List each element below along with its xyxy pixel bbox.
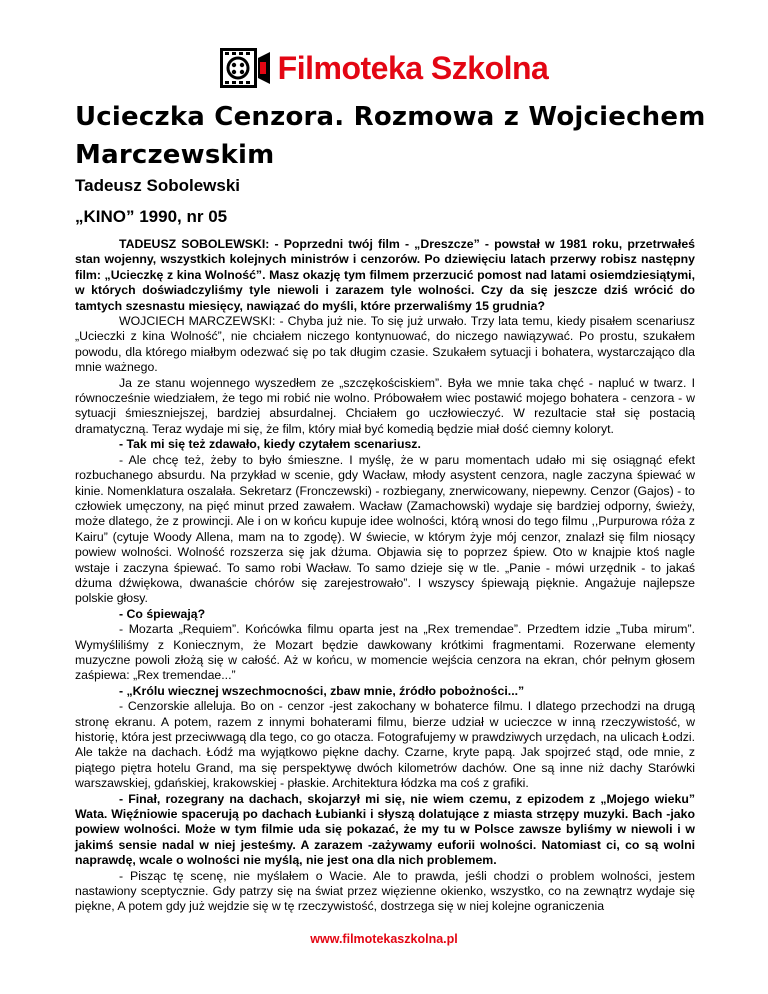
film-camera-icon — [220, 48, 274, 88]
paragraph: - „Królu wiecznej wszechmocności, zbaw mnie, źródło pobożności...” — [119, 683, 525, 698]
paragraph: TADEUSZ SOBOLEWSKI: - Poprzedni twój film - „Dreszcze” - powstał w 1981 roku, przetrwałeś stan wojenny, wszystkich kolejnych ministrów i cenzorów. Po dziewięciu latach przerwy robisz następny film: „Ucieczkę z kina Wolność”. Masz okazję tym filmem przerzucić pomost nad latami osiemdziesiątymi, w których doświadczyliśmy tyle niewoli i zarazem tyle wolności. Czy da się jeszcze dziś wrócić do tamtych szesnastu miesięcy, nawiązać do myśli, które przerwaliśmy 15 grudnia? — [75, 237, 695, 313]
paragraph: - Mozarta „Requiem”. Końcówka filmu oparta jest na „Rex tremendae”. Przedtem idzie „Tuba mirum”. Wymyśliliśmy z Koniecznym, że Mozart będzie dawkowany krótkimi fragmentami. Rozerwane elementy muzyczne powoli złożą się w całość. Aż w końcu, w momencie wejścia cenzora na ekran, chór pełnym głosem zaśpiewa: „Rex tremendae...” — [75, 622, 695, 683]
paragraph: - Finał, rozegrany na dachach, skojarzył mi się, nie wiem czemu, z epizodem z „Mojego wieku” Wata. Więźniowie spacerują po dachach Łubianki i słyszą dolatujące z miasta strzępy muzyki. Bach -jako powiew wolności. Może w tym filmie uda się pokazać, że my tu w Polsce zawsze byliśmy w niewoli i w jakimś sensie nadal w niej jesteśmy. A zarazem -zażywamy euforii wolności. Natomiast ci, co są wolni naprawdę, wcale o wolności nie myślą, nie jest ona dla nich problemem. — [75, 791, 695, 868]
paragraph: - Cenzorskie alleluja. Bo on - cenzor -jest zakochany w bohaterce filmu. I dlatego przechodzi na drugą stronę ekranu. A potem, razem z innymi bohaterami filmu, bierze udział w ucieczce w inną rzeczywistość, w historię, która jest przeciwwagą dla tego, co go otacza. Fotografujemy w prawdziwych urzędach, na ulicach Łodzi. Ale także na dachach. Łódź ma wyjątkowo piękne dachy. Czarne, kryte papą. Jak spojrzeć stąd, ode mnie, z piątego piętra hotelu Grand, ma się perspektywę dwóch kilometrów dachów. One są inne niż dachy Starówki warszawskiej, gdańskiej, krakowskiej - płaskie. Architektura łódzka ma coś z grafiki. — [75, 699, 695, 791]
paragraph: - Pisząc tę scenę, nie myślałem o Wacie. Ale to prawda, jeśli chodzi o problem wolności, jestem nastawiony sceptycznie. Gdy patrzy się na świat przez więzienne okienko, wszystko, co na zewnątrz wydaje się piękne, A potem gdy już wejdzie się w tę rzeczywistość, dostrzega się w niej kolejne ograniczenia — [75, 868, 695, 914]
article-author: Tadeusz Sobolewski — [75, 176, 241, 195]
article-source: „KINO” 1990, nr 05 — [75, 207, 228, 226]
paragraph: - Ale chcę też, żeby to było śmieszne. I myślę, że w paru momentach udało mi się osiągnąć efekt rozbuchanego absurdu. Na przykład w scenie, gdy Wacław, młody asystent cenzora, nagle zaczyna śpiewać w kinie. Nomenklatura oszalała. Sekretarz (Fronczewski) - rozbiegany, znerwicowany, niepewny. Cenzor (Gajos) - to człowiek umęczony, na pięć minut przed zawałem. Wacław (Zamachowski) wydaje się bardziej odporny, świeży, może dlatego, że z prowincji. Ale i on w końcu kupuje idee wolności, którą wnosi do tego filmu ,,Purpurowa róża z Kairu” (cytuje Woody Allena, mam na to zgodę). W świecie, w którym żyje mój cenzor, znalazł się film niosący powiew wolności. Wolność rozszerza się jak dżuma. Objawia się to poprzez śpiew. Oto w knajpie ktoś nagle wstaje i zaczyna śpiewać. To samo robi Wacław. To samo dzieje się w tle. „Panie - mówi urzędnik - to jakaś dżuma dźwiękowa, dwanaście chórów się zarejestrowało”. I wszyscy śpiewają pięknie. Angażuje najlepsze polskie głosy. — [75, 452, 695, 606]
paragraph: WOJCIECH MARCZEWSKI: - Chyba już nie. To się już urwało. Trzy lata temu, kiedy pisałem scenariusz „Ucieczki z kina Wolność”, nie chciałem niczego kontynuować, do niczego nawiązywać. Po prostu, szukałem powodu, dla którego miałbym odezwać się po tak długim czasie. Szukałem sytuacji i bohatera, wystarczająco dla mnie ważnego. — [75, 314, 695, 375]
site-logo[interactable] — [0, 46, 768, 90]
paragraph: - Tak mi się też zdawało, kiedy czytałem scenariusz. — [119, 437, 421, 452]
article-title: Ucieczka Cenzora. Rozmowa z Wojciechem Marczewskim — [75, 102, 706, 170]
logo-text: Filmoteka Szkolna — [277, 50, 549, 86]
paragraph: Ja ze stanu wojennego wyszedłem ze „szczękościskiem”. Była we mnie taka chęć - napluć w twarz. I równocześnie wiedziałem, że tego mi robić nie wolno. Próbowałem wiec postawić mojego bohatera - cenzora - w sytuacji śmieszniejszej, bardziej absurdalnej. Chciałem go uczłowieczyć. W rezultacie stał się postacią dramatyczną. Teraz wydaje mi się, że film, który miał być komedią będzie miał dość ciemny koloryt. — [75, 375, 695, 436]
footer-url[interactable]: www.filmotekaszkolna.pl — [310, 932, 458, 946]
article-body — [75, 237, 695, 915]
paragraph: - Co śpiewają? — [119, 606, 206, 621]
